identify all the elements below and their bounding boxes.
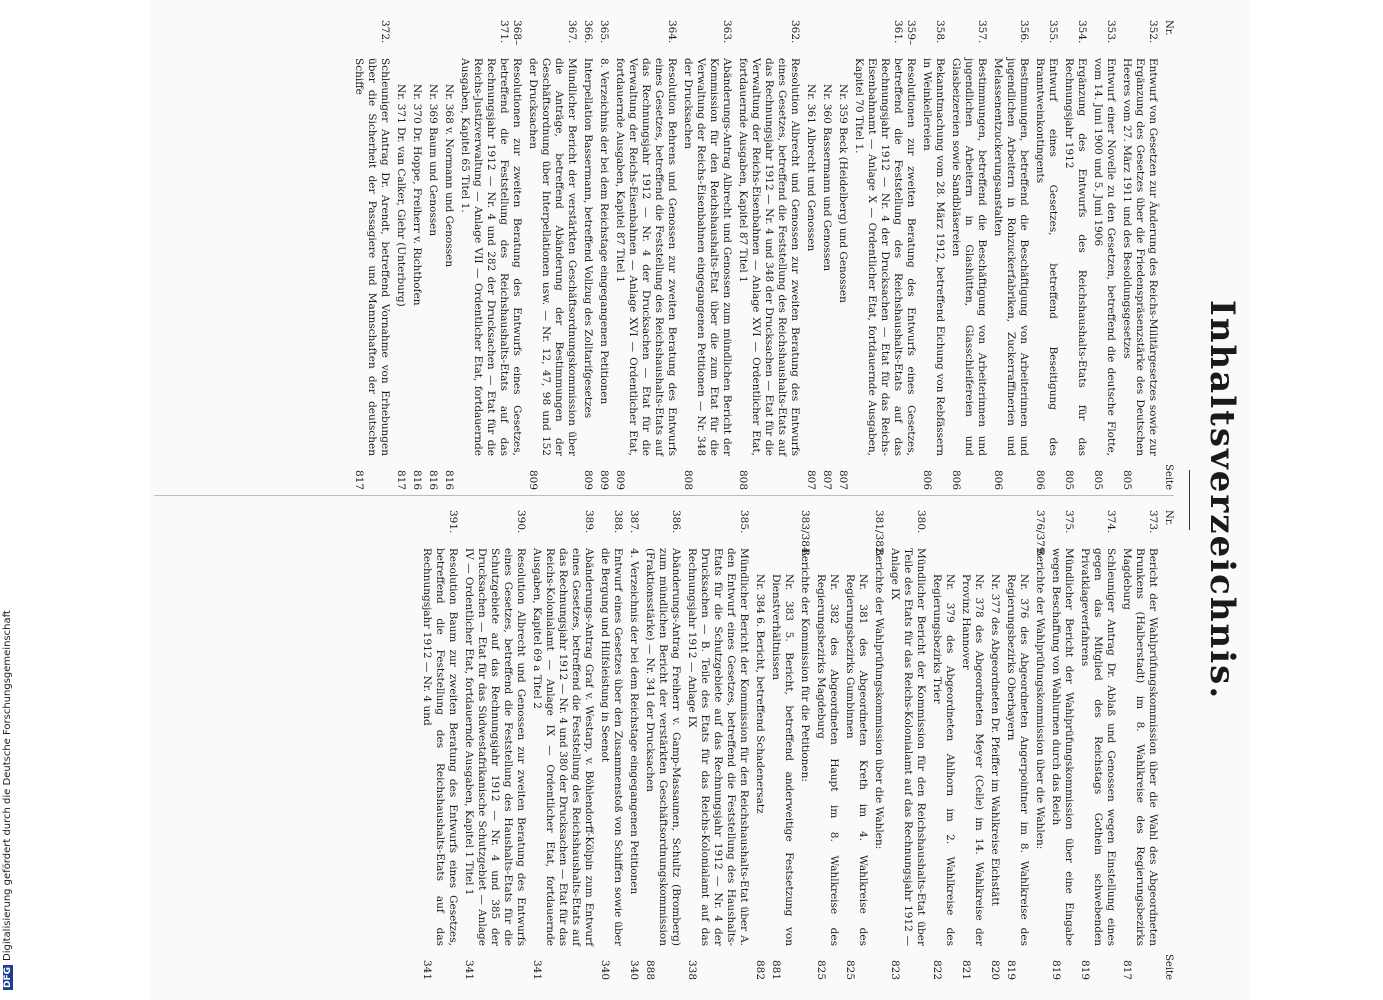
entry-page: 819 <box>1005 959 1017 980</box>
entry-page: 816 <box>427 469 439 490</box>
entry-text: Ergänzung des Entwurfs des Reichshaushalts-Etats für das Rechnungsjahr 1912 <box>1063 58 1088 456</box>
entry-text: Abänderungs-Antrag Albrecht und Genossen zum mündlichen Bericht der Kommission für den Reichshaushalts-Etat über die zum Etat für die Verwaltung der Reichs-Eisenbahnen eingegangenen Petitionen — Nr. 348 der Drucksachen <box>682 58 733 456</box>
entry-number <box>1004 536 1030 574</box>
entry-page: 817 <box>395 469 407 490</box>
entry-text: Berichte der Wahlprüfungskommission über die Wahlen: <box>1034 548 1046 850</box>
toc-entry <box>836 20 849 490</box>
entry-page: 805 <box>1063 469 1075 490</box>
entry-page: 341 <box>531 959 543 980</box>
toc-entry <box>920 20 946 490</box>
toc-entry <box>643 510 682 980</box>
toc-entry <box>736 20 801 490</box>
entry-page: 806 <box>1034 469 1046 490</box>
entry-page: 817 <box>1121 959 1133 980</box>
entry-page: 816 <box>443 469 455 490</box>
entry-number: 380. <box>915 510 927 534</box>
header-nr: Nr. <box>1163 510 1174 526</box>
entry-text: Nr. 371 Dr. van Calker, Giehr (Unterburg) <box>395 84 407 307</box>
entry-text: Nr. 378 des Abgeordneten Meyer (Celle) im 14. Wahlkreise der Provinz Hannover <box>960 574 985 946</box>
entry-page: 821 <box>960 959 972 980</box>
entry-number: 352. <box>1147 20 1159 44</box>
toc-entry <box>1078 510 1117 980</box>
toc-entry <box>1120 510 1159 980</box>
entry-text: Resolution Baum zur zweiten Beratung des Entwurfs eines Gesetzes, betreffend die Feststellung des Reichshaushalts-Etats auf das Rechnungsjahr 1912 — Nr. 4 und <box>421 548 459 946</box>
entry-text: 4. Verzeichnis der bei dem Reichstage eingegangenen Petitionen <box>628 548 640 895</box>
toc-entry <box>352 20 391 490</box>
entry-page: 825 <box>844 959 856 980</box>
entry-text: 8. Verzeichnis der bei dem Reichstage eingegangenen Petitionen <box>598 58 610 405</box>
entry-number: 358. <box>934 20 946 44</box>
toc-entry <box>681 20 733 490</box>
entry-text: Schleuniger Antrag Dr. Ablaß und Genossen wegen Einstellung eines gegen das Mitglied des Reichstags Gothein schwebenden Privatklageverfahrens <box>1079 548 1117 946</box>
toc-entry <box>530 510 595 980</box>
entry-text: Nr. 376 des Abgeordneten Angerpointner im 8. Wahlkreise des Regierungsbezirks Oberbayern <box>1005 574 1030 946</box>
entry-text: Resolution Behrens und Genossen zur zweiten Beratung des Entwurfs eines Gesetzes, betreffend die Feststellung des Reichshaushalts-Etats auf das Rechnungsjahr 1912 — Nr. 4 der Drucksachen — Etat für die Verwaltung der Reichs-Eisenbahnen — Anlage XVI — Ordentlicher Etat, fortdauernde Ausgaben, Kapitel 87 Titel 1 <box>614 58 678 456</box>
entry-text: Mündlicher Bericht der Kommission für den Reichshaushalts-Etat über A. den Entwurf eines Gesetzes, betreffend die Feststellung des Haushalts-Etats für die Schutzgebiete auf das Rechnungsjahr 1912 — Nr. 4 der Drucksachen — B. Teile des Etats für das Reichs-Kolonialamt auf das Rechnungsjahr 1912 — Anlage IX <box>686 548 750 946</box>
entry-number <box>814 536 840 574</box>
toc-entry <box>597 20 610 490</box>
entry-number: 356. <box>1018 20 1030 44</box>
entry-number: 383/384. <box>799 510 811 557</box>
entry-page: 806 <box>992 469 1004 490</box>
entry-text: Resolutionen zur zweiten Beratung des Entwurfs eines Gesetzes, betreffend die Feststellung des Reichshaushalts-Etats auf das Rechnungsjahr 1912 — Nr. 4 der Drucksachen — Etat für das Reichs-Eisenbahnamt — Anlage X — Ordentlicher Etat, fortdauernde Ausgaben, Kapitel 70 Titel 1. <box>853 58 917 456</box>
entry-number: 357. <box>976 20 988 44</box>
entry-number: 375. <box>1063 510 1075 534</box>
title-rule <box>1189 470 1190 530</box>
toc-entry <box>442 20 455 490</box>
entry-page: 809 <box>598 469 610 490</box>
entry-text: Nr. 379 des Abgeordneten Ahlhorn im 2. Wahlkreise des Regierungsbezirks Trier <box>931 574 956 946</box>
entry-number: 381/382. <box>873 510 885 557</box>
header-seite: Seite <box>1163 954 1174 980</box>
toc-entry <box>426 20 439 490</box>
entry-page: 805 <box>1121 469 1133 490</box>
entry-page: 805 <box>1092 469 1104 490</box>
entry-page: 881 <box>770 959 782 980</box>
toc-entry <box>930 510 956 980</box>
entry-page: 825 <box>815 959 827 980</box>
entry-number <box>394 46 407 84</box>
entry-text: Nr. 369 Baum und Genossen <box>427 84 439 237</box>
entry-text: Bericht der Wahlprüfungskommission über die Wahl des Abgeordneten Brunkens (Halberstadt) im 8. Wahlkreise des Regierungsbezirks Magdeburg <box>1121 548 1159 946</box>
entry-number <box>820 46 833 84</box>
entry-text: Mündlicher Bericht der Wahlprüfungskommission über eine Eingabe wegen Beschaffung von Wahlurnen durch das Reich <box>1050 548 1075 946</box>
entry-text: Interpellation Bassermann, betreffend Vollzug des Zolltarifgesetzes <box>582 58 594 419</box>
entry-page: 807 <box>805 469 817 490</box>
entry-number: 386. <box>670 510 682 534</box>
entry-number <box>843 536 869 574</box>
entry-page: 809 <box>614 469 626 490</box>
toc-entry <box>872 510 885 980</box>
right-entry-list <box>420 510 1159 980</box>
entry-page: 340 <box>599 959 611 980</box>
entry-page: 816 <box>411 469 423 490</box>
entry-text: Bekanntmachung vom 28. März 1912, betreffend Eichung von Rebfässern in Weinkellereien <box>921 58 946 456</box>
toc-entry <box>613 20 678 490</box>
entry-text: Nr. 360 Bassermann und Genossen <box>821 84 833 272</box>
entry-text: Nr. 383 5. Bericht, betreffend anderweitige Festsetzung von Dienstverhältnissen <box>770 574 795 946</box>
entry-text: Bestimmungen, betreffend die Beschäftigung von Arbeiterinnen und jugendlichen Arbeitern in Glashütten, Glasschleifereien und Glasbeizereien sowie Sandbläsereien <box>950 58 988 456</box>
entry-number <box>410 46 423 84</box>
entry-page: 823 <box>889 959 901 980</box>
entry-page: 341 <box>421 959 433 980</box>
entry-number: 354. <box>1076 20 1088 44</box>
dfg-logo: DFG <box>3 966 13 988</box>
toc-entry <box>581 20 594 490</box>
entry-page: 808 <box>682 469 694 490</box>
entry-number: 389. <box>583 510 595 534</box>
entry-text: Resolutionen zur zweiten Beratung des Entwurfs eines Gesetzes, betreffend die Feststellung des Reichshaushalts-Etats auf das Rechnungsjahr 1912 — Nr. 4 und 282 der Drucksachen — Etat für die Reichs-Justizverwaltung — Anlage VII — Ordentlicher Etat, fortdauernde Ausgaben, Kapitel 65 Titel 1. <box>459 58 523 456</box>
entry-page: 806 <box>921 469 933 490</box>
footer-text: Digitalisierung gefördert durch die Deutsche Forschungsgemeinschaft <box>2 610 13 961</box>
entry-number: 355. <box>1047 20 1059 44</box>
entry-number: 372. <box>379 20 391 44</box>
entry-number <box>836 46 849 84</box>
entry-page: 882 <box>754 959 766 980</box>
entry-page: 807 <box>821 469 833 490</box>
entry-text: Resolution Albrecht und Genossen zur zweiten Beratung des Entwurfs eines Gesetzes, betreffend die Feststellung des Haushalts-Etats für die Schutzgebiete auf das Rechnungsjahr 1912 — Nr. 4 und 385 der Drucksachen — Etat für das Südwestafrikanische Schutzgebiet — Anlage IV — Ordentlicher Etat, fortdauernde Ausgaben, Kapitel 1 Titel 1 <box>463 548 527 946</box>
entry-page: 806 <box>950 469 962 490</box>
entry-number: 365. <box>598 20 610 44</box>
toc-entry <box>804 20 817 490</box>
toc-entry <box>685 510 750 980</box>
toc-entry <box>1091 20 1117 490</box>
toc-entry <box>991 20 1030 490</box>
entry-number: 391. <box>447 510 459 534</box>
entry-text: Nr. 370 Dr. Hoppe, Freiherr v. Richthofen <box>411 84 423 306</box>
entry-text: Nr. 359 Beck (Heidelberg) und Genossen <box>837 84 849 303</box>
entry-text: Mündlicher Bericht der Kommission für den Reichshaushalts-Etat über Teile des Etats für das Reichs-Kolonialamt auf das Rechnungsjahr 1912 — Anlage IX <box>889 548 927 946</box>
toc-entry <box>598 510 624 980</box>
page-title: Inhaltsverzeichnis. <box>1202 299 1242 701</box>
entry-page: 338 <box>686 959 698 980</box>
toc-entry <box>1049 510 1075 980</box>
entry-number: 353. <box>1105 20 1117 44</box>
funding-footer <box>0 0 18 1000</box>
toc-entry <box>458 20 523 490</box>
entry-number <box>959 536 985 574</box>
entry-number: 376/379. <box>1034 510 1046 557</box>
entry-text: Nr. 382 des Abgeordneten Haupt im 8. Wahlkreise des Regierungsbezirks Magdeburg <box>815 574 840 946</box>
entry-number <box>804 46 817 84</box>
entry-page: 819 <box>1050 959 1062 980</box>
toc-entry <box>1062 20 1088 490</box>
entry-number: 362. <box>789 20 801 44</box>
entry-number: 373. <box>1147 510 1159 534</box>
toc-entry <box>462 510 527 980</box>
entry-text: Bestimmungen, betreffend die Beschäftigung von Arbeiterinnen und jugendlichen Arbeitern in Rohzuckerfabriken, Zuckerraffinerien und Melassenentzuckerungsanstalten <box>992 58 1030 456</box>
header-seite: Seite <box>1163 464 1174 490</box>
entry-text: Abänderungs-Antrag Graf v. Westarp, v. Böhlendorff-Kölpin zum Entwurf eines Gesetzes, betreffend die Feststellung des Reichshaushalts-Etats auf das Rechnungsjahr 1912 — Nr. 4 und 380 der Drucksachen — Etat für das Reichs-Kolonialamt — Anlage IX — Ordentlicher Etat, fortdauernde Ausgaben, Kapitel 69 a Titel 2 <box>531 548 595 946</box>
entry-text: Nr. 384 6. Bericht, betreffend Schadenersatz <box>754 574 766 814</box>
entry-text: Berichte der Kommission für die Petitionen: <box>799 548 811 782</box>
toc-entry <box>798 510 811 980</box>
left-entry-list <box>352 20 1159 490</box>
toc-entry <box>949 20 988 490</box>
toc-entry <box>814 510 840 980</box>
right-column <box>417 510 1174 980</box>
entry-number: 364. <box>666 20 678 44</box>
entry-page: 822 <box>931 959 943 980</box>
entry-text: Entwurf eines Gesetzes über den Zusammenstoß von Schiffen sowie über die Bergung und Hilfsleistung in Seenot <box>599 548 624 946</box>
entry-text: Entwurf einer Novelle zu den Gesetzen, betreffend die deutsche Flotte, vom 14. Juni 1900 und 5. Juni 1906 <box>1092 58 1117 456</box>
entry-page: 817 <box>353 469 365 490</box>
toc-entry <box>420 510 459 980</box>
toc-entry <box>843 510 869 980</box>
entry-page: 807 <box>837 469 849 490</box>
entry-page: 341 <box>463 959 475 980</box>
entry-number: 388. <box>612 510 624 534</box>
entry-number <box>426 46 439 84</box>
entry-page: 819 <box>1079 959 1091 980</box>
entry-text: Entwurf eines Gesetzes, betreffend Beseitigung des Branntweinkontingents <box>1034 58 1059 456</box>
column-divider <box>154 495 1174 496</box>
entry-text: Nr. 381 des Abgeordneten Kreth im 4. Wahlkreise des Regierungsbezirks Gumbinnen <box>844 574 869 946</box>
entry-page: 820 <box>989 959 1001 980</box>
entry-text: Nr. 361 Albrecht und Genossen <box>805 84 817 252</box>
entry-page: 888 <box>644 959 656 980</box>
toc-entry <box>1120 20 1159 490</box>
left-column-header <box>1163 20 1174 490</box>
entry-number: 367. <box>566 20 578 44</box>
scanned-page <box>150 0 1250 1000</box>
toc-entry <box>1033 510 1046 980</box>
entry-number <box>753 536 766 574</box>
entry-number: 390. <box>515 510 527 534</box>
entry-text: Resolution Albrecht und Genossen zur zweiten Beratung des Entwurfs eines Gesetzes, betreffend die Feststellung des Reichshaushalts-Etats auf das Rechnungsjahr 1912 — Nr. 4 und 348 der Drucksachen — Etat für die Verwaltung der Reichs-Eisenbahnen — Anlage XVI — Ordentlicher Etat, fortdauernde Ausgaben, Kapitel 87 Titel 1 <box>737 58 801 456</box>
entry-text: Mündlicher Bericht der verstärkten Geschäftsordnungskommission über die Anträge, betreffend Abänderung der Bestimmungen der Geschäftsordnung über Interpellationen usw. — Nr. 12, 47, 98 und 152 der Drucksachen <box>527 58 578 456</box>
entry-text: Nr. 368 v. Normann und Genossen <box>443 84 455 268</box>
toc-entry <box>410 20 423 490</box>
entry-number: 385. <box>738 510 750 534</box>
entry-page: 809 <box>527 469 539 490</box>
entry-number: 368–371. <box>498 20 523 46</box>
toc-entry <box>988 510 1001 980</box>
entry-number: 359–361. <box>892 20 917 46</box>
header-nr: Nr. <box>1163 20 1174 36</box>
toc-entry <box>627 510 640 980</box>
toc-entry <box>753 510 766 980</box>
toc-entry <box>852 20 917 490</box>
entry-number: 363. <box>721 20 733 44</box>
entry-number: 374. <box>1105 510 1117 534</box>
toc-entry <box>394 20 407 490</box>
entry-number: 366. <box>582 20 594 44</box>
toc-entry <box>959 510 985 980</box>
entry-text: Entwurf von Gesetzen zur Änderung des Reichs-Militärgesetzes sowie zur Ergänzung des Gesetzes über die Friedenspräsenzstärke des Deutschen Heeres vom 27. März 1911 und des Besoldungsgesetzes <box>1121 58 1159 456</box>
left-column <box>349 20 1174 490</box>
entry-text: Nr. 377 des Abgeordneten Dr. Pfeiffer im Wahlkreise Eichstätt <box>989 574 1001 906</box>
toc-entry <box>820 20 833 490</box>
entry-number <box>988 536 1001 574</box>
entry-page: 808 <box>737 469 749 490</box>
entry-number <box>769 536 795 574</box>
toc-entry <box>526 20 578 490</box>
toc-entry <box>1004 510 1030 980</box>
entry-number <box>930 536 956 574</box>
entry-number: 387. <box>628 510 640 534</box>
toc-entry <box>888 510 927 980</box>
right-column-header <box>1163 510 1174 980</box>
toc-entry <box>769 510 795 980</box>
entry-page: 340 <box>628 959 640 980</box>
entry-number <box>442 46 455 84</box>
entry-text: Berichte der Wahlprüfungskommission über die Wahlen: <box>873 548 885 850</box>
entry-text: Schleuniger Antrag Dr. Arendt, betreffend Vornahme von Erhebungen über die Sicherheit der Passagiere und Mannschaften der deutschen Schiffe <box>353 58 391 456</box>
entry-text: Abänderungs-Antrag Freiherr v. Gamp-Massaunen, Schultz (Bromberg) zum mündlichen Bericht der verstärkten Geschäftsordnungskommission (Fraktionsstärke) — Nr. 341 der Drucksachen <box>644 548 682 946</box>
toc-entry <box>1033 20 1059 490</box>
entry-page: 809 <box>582 469 594 490</box>
